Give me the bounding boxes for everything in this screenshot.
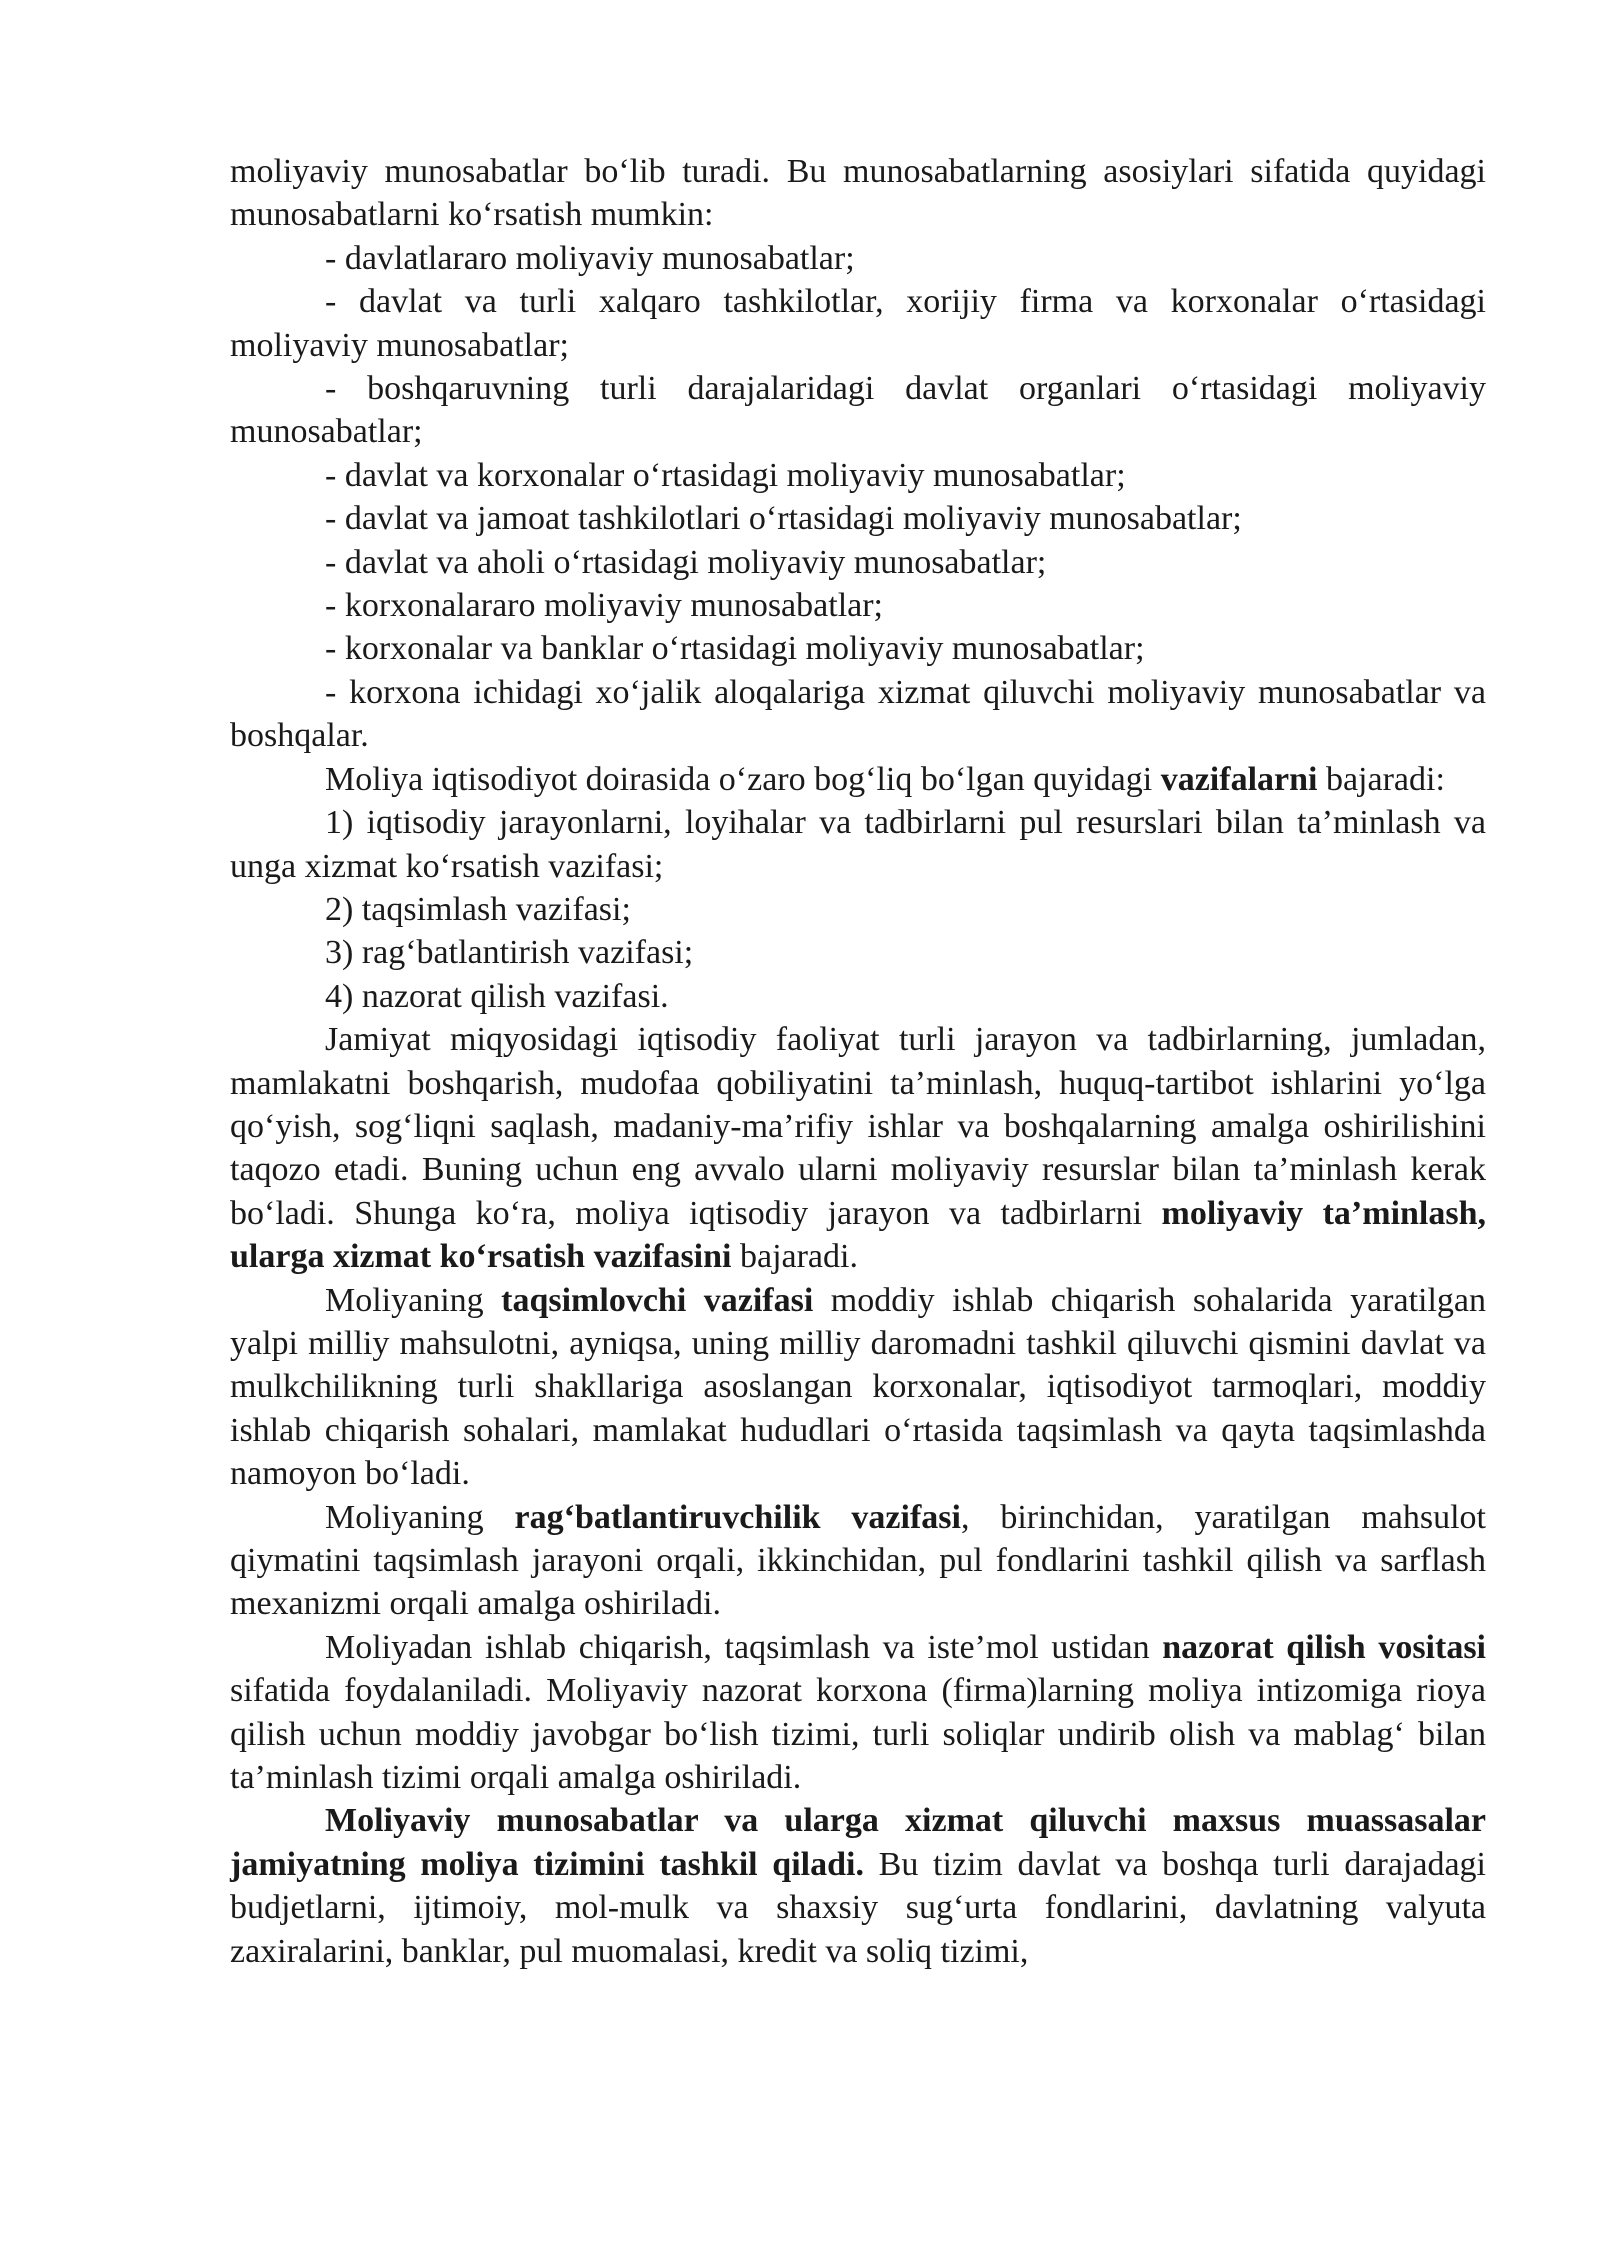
list-item: - korxonalar va banklar o‘rtasidagi moliyaviy munosabatlar; (325, 630, 1145, 668)
list-item: - korxonalararo moliyaviy munosabatlar; (325, 587, 883, 625)
list-item: - davlat va jamoat tashkilotlari o‘rtasidagi moliyaviy munosabatlar; (325, 500, 1242, 538)
bold-term: moliyaviy ta’minlash, ularga xizmat ko‘rsatish vazifasini (230, 1194, 1487, 1276)
numbered-item: 4) nazorat qilish vazifasi. (325, 977, 669, 1015)
paragraph: Moliyaning taqsimlovchi vazifasi moddiy ishlab chiqarish sohalarida yaratilgan yalpi milliy mahsulotni, ayniqsa, uning milliy daromadni tashkil qiluvchi qismini davlat va mulkchilikning turli shakllariga asoslangan korxonalar, iqtisodiyot tarmoqlari, moddiy ishlab chiqarish sohalari, mamlakat hududlari o‘rtasida taqsimlash va qayta taqsimlashda namoyon bo‘ladi. (230, 1281, 1487, 1493)
paragraph: Moliya iqtisodiyot doirasida o‘zaro bog‘liq bo‘lgan quyidagi vazifalarni bajaradi: (325, 760, 1445, 798)
list-item: - davlatlararo moliyaviy munosabatlar; (325, 239, 855, 277)
bold-term: Moliyaviy munosabatlar va ularga xizmat qiluvchi maxsus muassasalar jamiyatning moliya tizimini tashkil qiladi. (230, 1802, 1486, 1883)
paragraph: Moliyadan ishlab chiqarish, taqsimlash va iste’mol ustidan nazorat qilish vositasi sifatida foydalaniladi. Moliyaviy nazorat korxona (firma)larning moliya intizomiga rioya qilish uchun moddiy javobgar bo‘lish tizimi, turli soliqlar undirib olish va mablag‘ bilan ta’minlash tizimi orqali amalga oshiriladi. (230, 1628, 1486, 1797)
paragraph: Moliyaning rag‘batlantiruvchilik vazifasi, birinchidan, yaratilgan mahsulot qiymatini taqsimlash jarayoni orqali, ikkinchidan, pul fondlarini tashkil qilish va sarflash mexanizmi orqali amalga oshiriladi. (230, 1498, 1486, 1623)
list-item: - davlat va aholi o‘rtasidagi moliyaviy munosabatlar; (325, 543, 1047, 581)
bold-term: vazifalarni (1160, 760, 1318, 798)
paragraph: Jamiyat miqyosidagi iqtisodiy faoliyat turli jarayon va tadbirlarning, jumladan, mamlakatni boshqarish, mudofaa qobiliyatini ta’minlash, huquq-tartibot ishlarini yo‘lga qo‘yish, sog‘liqni saqlash, madaniy-ma’rifiy ishlar va boshqalarning amalga oshirilishini taqozo etadi. Buning uchun eng avvalo ularni moliyaviy resurslar bilan ta’minlash kerak bo‘ladi. Shunga ko‘ra, moliya iqtisodiy jarayon va tadbirlarni moliyaviy ta’minlash, ularga xizmat ko‘rsatish vazifasini bajaradi. (230, 1021, 1487, 1276)
numbered-item: 2) taqsimlash vazifasi; (325, 890, 631, 928)
document-page (230, 150, 1486, 1973)
list-item: - davlat va korxonalar o‘rtasidagi moliyaviy munosabatlar; (325, 456, 1126, 494)
paragraph: Moliyaviy munosabatlar va ularga xizmat qiluvchi maxsus muassasalar jamiyatning moliya tizimini tashkil qiladi. Bu tizim davlat va boshqa turli darajadagi budjetlarni, ijtimoiy, mol-mulk va shaxsiy sug‘urta fondlarini, davlatning valyuta zaxiralarini, banklar, pul muomalasi, kredit va soliq tizimi, (230, 1802, 1487, 1970)
paragraph: moliyaviy munosabatlar bo‘lib turadi. Bu munosabatlarning asosiylari sifatida quyidagi munosabatlarni ko‘rsatish mumkin: (230, 153, 1486, 234)
list-item: - davlat va turli xalqaro tashkilotlar, xorijiy firma va korxonalar o‘rtasidagi moliyaviy munosabatlar; (230, 283, 1486, 364)
list-item: - korxona ichidagi xo‘jalik aloqalariga xizmat qiluvchi moliyaviy munosabatlar va boshqalar. (230, 673, 1486, 755)
numbered-item: 1) iqtisodiy jarayonlarni, loyihalar va tadbirlarni pul resurslari bilan ta’minlash va unga xizmat ko‘rsatish vazifasi; (230, 804, 1486, 885)
bold-term: rag‘batlantiruvchilik vazifasi (514, 1498, 961, 1536)
numbered-item: 3) rag‘batlantirish vazifasi; (325, 934, 694, 972)
bold-term: taqsimlovchi vazifasi (501, 1281, 814, 1319)
list-item: - boshqaruvning turli darajalaridagi davlat organlari o‘rtasidagi moliyaviy munosabatlar; (230, 370, 1486, 451)
bold-term: nazorat qilish vositasi (1162, 1628, 1486, 1666)
